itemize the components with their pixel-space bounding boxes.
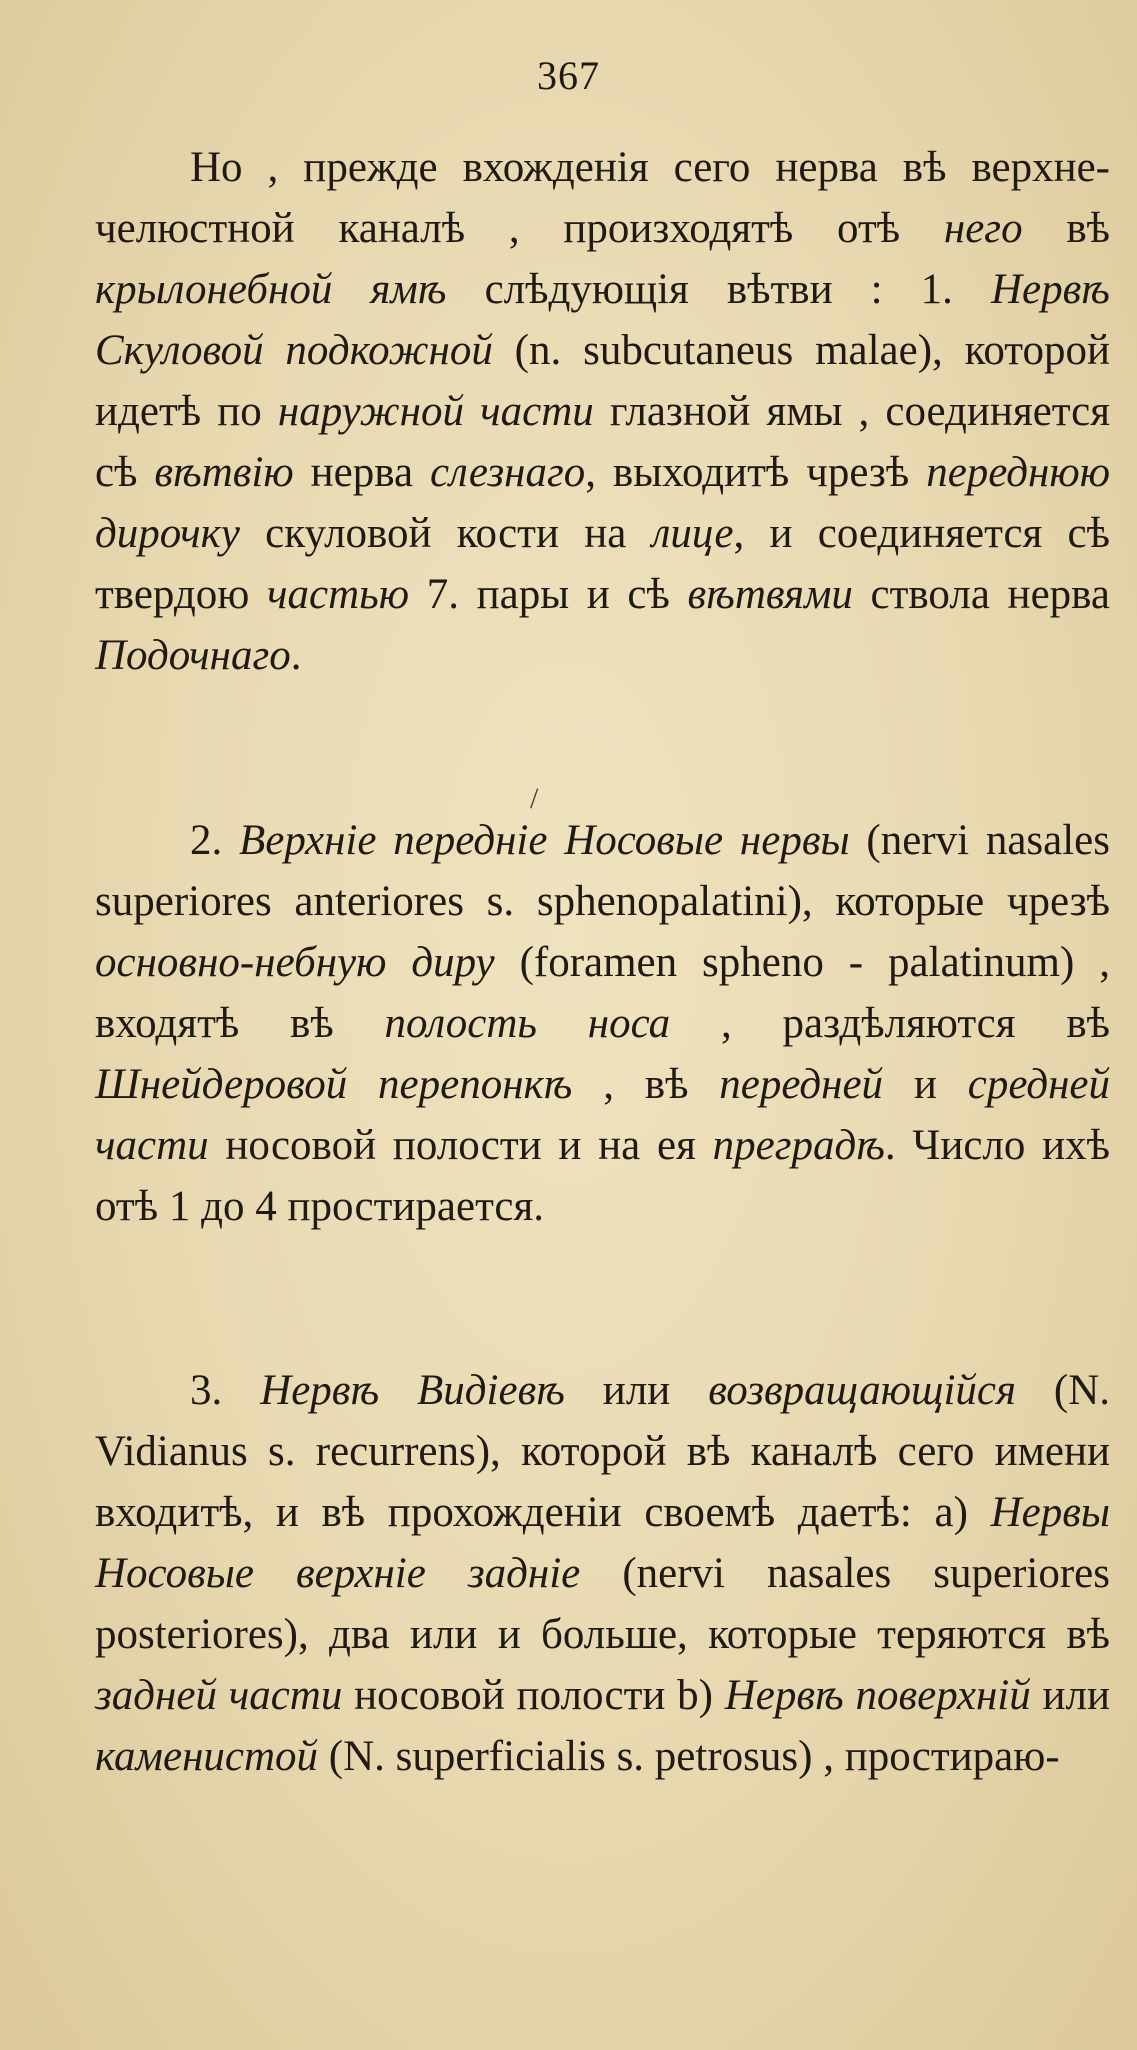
text-run: ствола нерва (852, 571, 1110, 618)
italic-term: слезнаго (429, 449, 586, 496)
italic-term: Шнейдеровой перепонкѣ (95, 1061, 573, 1108)
italic-term: Нервы Носовые верхніе задніе (95, 1489, 1110, 1597)
text-run: или (564, 1367, 709, 1414)
italic-term: полость носа (384, 1000, 671, 1047)
text-run: (N. Vidianus s. recurrens), которой вѣ каналѣ сего имени входитѣ, и вѣ прохожденіи своемѣ даетѣ: a) (95, 1367, 1111, 1536)
stray-mark: / (530, 782, 539, 815)
text-run: 7. пары и сѣ (409, 571, 688, 618)
page-number: 367 (537, 53, 600, 98)
italic-term: преградѣ (712, 1122, 885, 1169)
text-run: (foramen spheno - palatinum) , входятѣ вѣ (95, 939, 1110, 1047)
italic-term: передней (719, 1061, 884, 1108)
text-run: . Число ихѣ отѣ 1 до 4 простирается. (95, 1122, 1110, 1230)
text-run: . (290, 632, 302, 679)
italic-term: вѣтвію (154, 449, 294, 496)
paragraph-2 (95, 810, 1110, 1237)
italic-term: частью (267, 571, 410, 618)
italic-term: лице (651, 510, 734, 557)
italic-term: задней части (95, 1672, 343, 1719)
text-run: и (883, 1061, 968, 1108)
text-run: носовой полости и на ея (208, 1122, 713, 1169)
paragraph-text (95, 1360, 1110, 1787)
text-run: вѣ (1022, 205, 1110, 252)
text-run: нерва (293, 449, 430, 496)
italic-term: Подочнаго (95, 632, 291, 679)
text-run: , раздѣляются вѣ (670, 1000, 1111, 1047)
text-run: (n. subcutaneus malae), которой идетѣ по (95, 327, 1110, 435)
italic-term: возвращающійся (708, 1367, 1016, 1414)
paragraph-1 (95, 137, 1110, 686)
text-run: , вѣ (572, 1061, 720, 1108)
italic-term: переднюю дирочку (95, 449, 1111, 557)
italic-term: вѣтвями (687, 571, 853, 618)
italic-term: каменистой (95, 1733, 319, 1780)
paragraph-text (95, 137, 1110, 686)
italic-term: крылонебной ямѣ (95, 266, 447, 313)
italic-term: средней части (95, 1061, 1111, 1169)
text-run: Но , прежде вхожденія сего нерва вѣ верхне-челюстной каналѣ , произходятѣ отѣ (95, 144, 1110, 252)
text-run: (nervi nasales superiores posteriores), два или и больше, которые теряются вѣ (95, 1550, 1110, 1658)
text-run: скуловой кости на (239, 510, 652, 557)
text-run: (nervi nasales superiores anteriores s. sphenopalatini), которые чрезѣ (95, 817, 1110, 925)
text-run: 3. (190, 1367, 261, 1414)
italic-term: наружной части (277, 388, 594, 435)
text-run: слѣдующія вѣтви : 1. (446, 266, 991, 313)
italic-term: основно-небную диру (95, 939, 495, 986)
text-run: или (1030, 1672, 1110, 1719)
text-run: 2. (190, 817, 240, 864)
italic-term: Верхніе передніе Носовые нервы (239, 817, 850, 864)
paragraph-3 (95, 1360, 1110, 1787)
paragraph-text (95, 810, 1110, 1237)
italic-term: Нервѣ поверхній (724, 1672, 1031, 1719)
text-run: глазной ямы , соединяется сѣ (95, 388, 1110, 496)
text-run: носовой полости b) (342, 1672, 725, 1719)
italic-term: Нервѣ Видіевѣ (260, 1367, 565, 1414)
italic-term: Нервѣ Скуловой подкожной (95, 266, 1110, 374)
text-run: (N. superficialis s. petrosus) , простираю- (318, 1733, 1060, 1780)
text-run: , и соединяется сѣ твердою (95, 510, 1110, 618)
text-run: , выходитѣ чрезѣ (585, 449, 927, 496)
italic-term: него (943, 205, 1023, 252)
